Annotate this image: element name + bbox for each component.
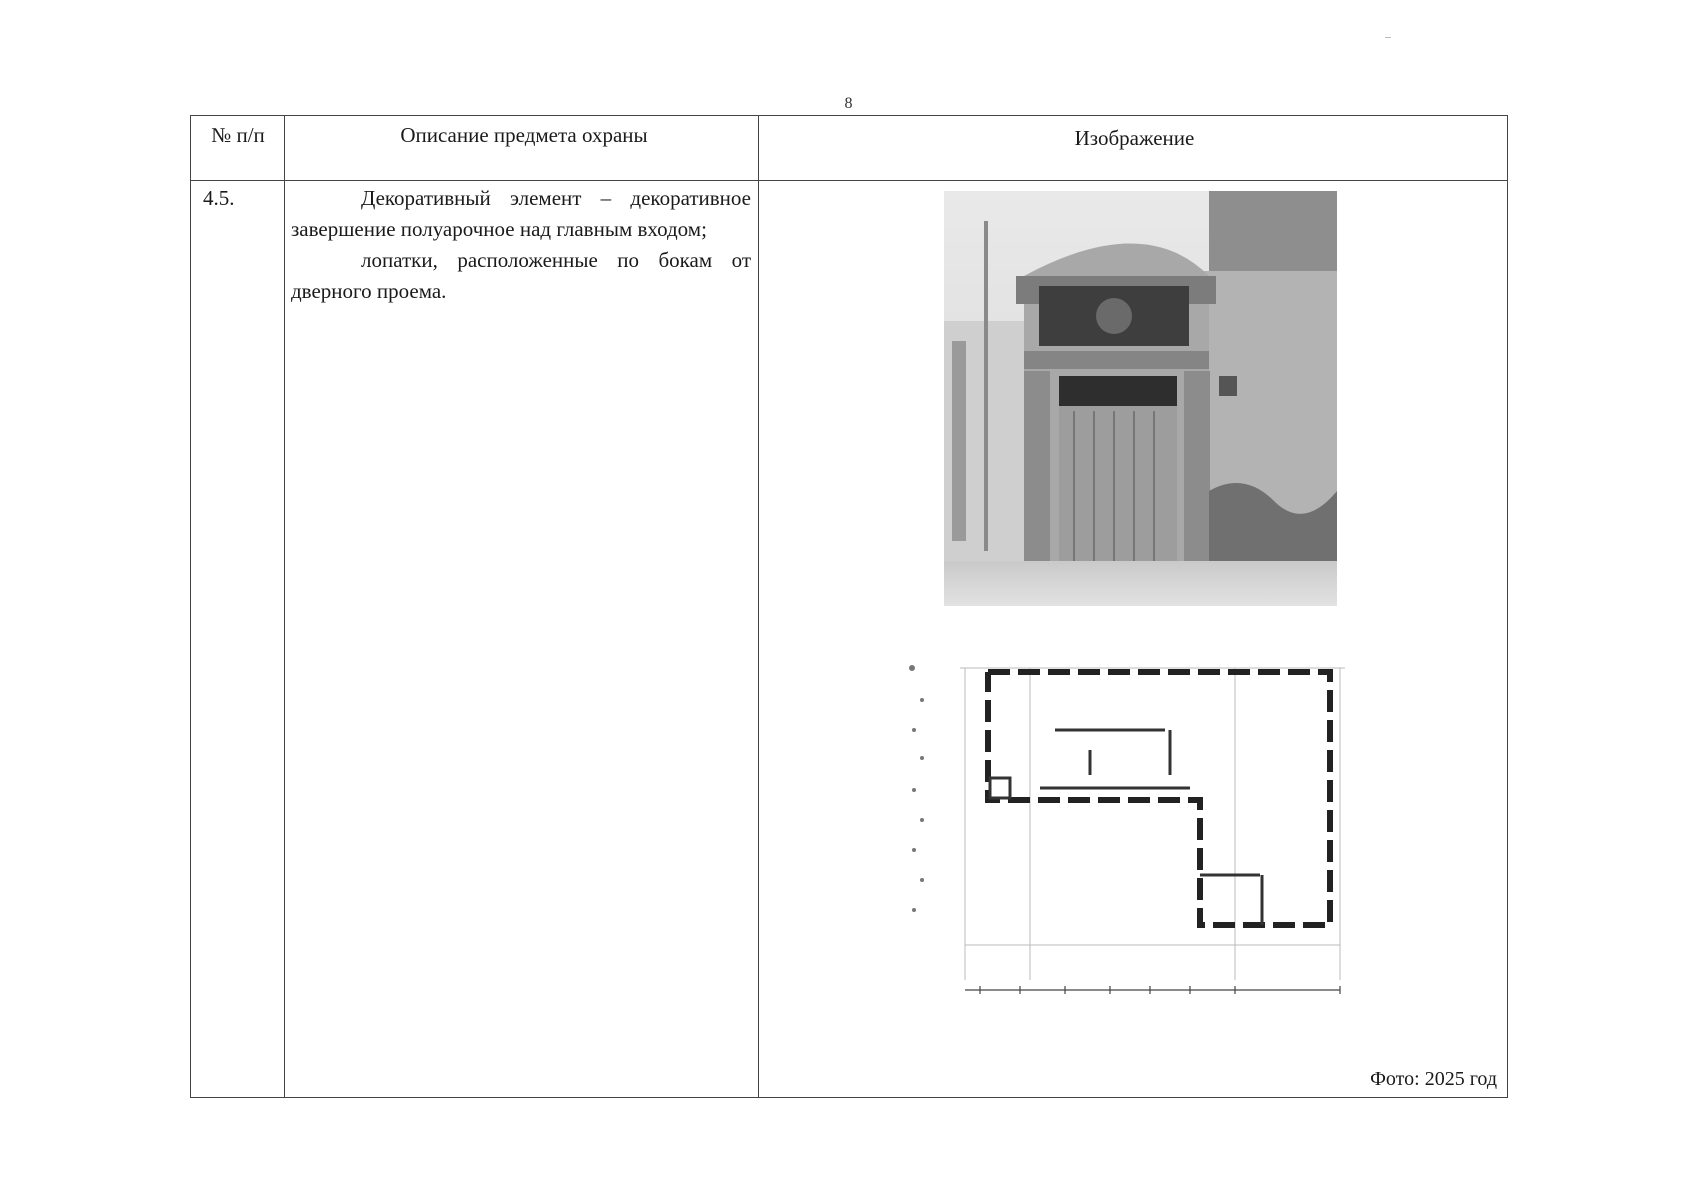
header-image: Изображение [1074,126,1195,150]
header-divider [191,180,1507,181]
row-number: 4.5. [203,186,235,210]
floor-plan-drawing [900,650,1370,1020]
building-entrance-photo [944,191,1337,606]
header-number: № п/п [211,123,265,147]
column-divider [284,116,285,1097]
column-divider [758,116,759,1097]
photo-caption: Фото: 2025 год [1370,1068,1497,1090]
page-number: 8 [844,95,853,112]
description-paragraph-1: Декоративный элемент – декоративное завершение полуарочное над главным входом; [291,186,751,241]
header-description: Описание предмета охраны [400,123,648,147]
row-description [291,183,751,307]
description-paragraph-2: лопатки, расположенные по бокам от дверного проема. [291,248,751,303]
scan-speck [1385,37,1391,38]
